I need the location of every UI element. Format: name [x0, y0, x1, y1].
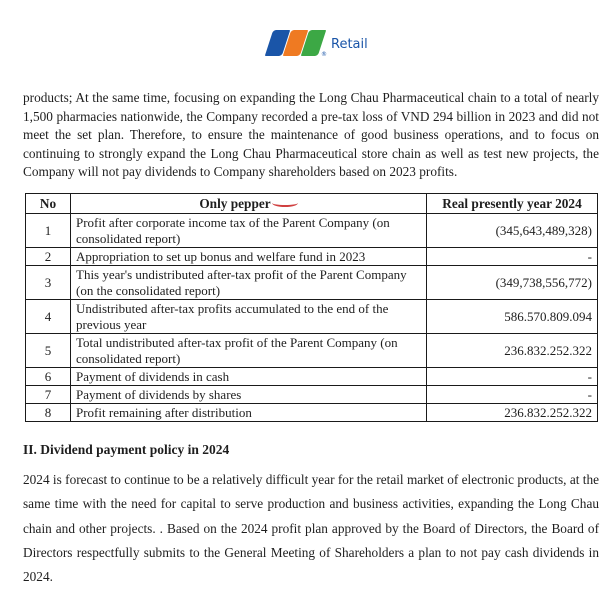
row-item: This year's undistributed after-tax profit of the Parent Company (on the consolidated report) [71, 266, 427, 300]
row-no: 6 [26, 368, 71, 386]
row-item: Payment of dividends by shares [71, 386, 427, 404]
row-item: Profit remaining after distribution [71, 404, 427, 422]
row-value: (345,643,489,328) [427, 214, 598, 248]
row-no: 3 [26, 266, 71, 300]
row-no: 4 [26, 300, 71, 334]
dividend-policy-paragraph: 2024 is forecast to continue to be a relatively difficult year for the retail market of electronic products, at the same time with the need for capital to serve production and business activities, expanding the Long Chau chain and other projects. . Based on the 2024 profit plan approved by the Board of Directors, the Board of Directors respectfully submits to the General Meeting of Shareholders a plan to not pay cash dividends in 2024. [23, 472, 599, 585]
fpt-retail-logo [265, 28, 368, 58]
row-value: 586.570.809.094 [427, 300, 598, 334]
table-row [26, 368, 598, 386]
row-item: Payment of dividends in cash [71, 368, 427, 386]
header-no: No [26, 194, 71, 214]
row-no: 5 [26, 334, 71, 368]
registered-mark-icon: ® [321, 51, 327, 58]
header-item [71, 194, 427, 214]
row-item: Appropriation to set up bonus and welfare fund in 2023 [71, 248, 427, 266]
table-header-row [26, 194, 598, 214]
profit-distribution-table [25, 193, 598, 422]
row-value: - [427, 368, 598, 386]
row-item: Profit after corporate income tax of the Parent Company (on consolidated report) [71, 214, 427, 248]
table-row [26, 404, 598, 422]
row-no: 7 [26, 386, 71, 404]
row-value: - [427, 386, 598, 404]
row-value: (349,738,556,772) [427, 266, 598, 300]
row-item: Total undistributed after-tax profit of the Parent Company (on consolidated report) [71, 334, 427, 368]
red-underline-mark [272, 199, 298, 207]
logo-text: Retail [331, 37, 368, 52]
table-row [26, 300, 598, 334]
table-row [26, 334, 598, 368]
row-value: - [427, 248, 598, 266]
fpt-logo-icon [265, 28, 325, 58]
row-value: 236.832.252.322 [427, 404, 598, 422]
table-row [26, 248, 598, 266]
row-no: 2 [26, 248, 71, 266]
header-value: Real presently year 2024 [427, 194, 598, 214]
table-row [26, 266, 598, 300]
intro-paragraph: products; At the same time, focusing on expanding the Long Chau Pharmaceutical chain to a total of nearly 1,500 pharmacies nationwide, the Company recorded a pre-tax loss of VND 294 billion in 2023 and did not meet the set plan. Therefore, to ensure the maintenance of good business operations, and to focus on continuing to strongly expand the Long Chau Pharmaceutical store chain as well as test new projects, the Company will not pay dividends to Company shareholders based on 2023 profits. [23, 90, 599, 180]
row-value: 236.832.252.322 [427, 334, 598, 368]
row-no: 1 [26, 214, 71, 248]
section-title: II. Dividend payment policy in 2024 [23, 442, 230, 457]
row-no: 8 [26, 404, 71, 422]
row-item: Undistributed after-tax profits accumulated to the end of the previous year [71, 300, 427, 334]
table-row [26, 214, 598, 248]
header-item-label: Only pepper [199, 195, 271, 211]
table-row [26, 386, 598, 404]
